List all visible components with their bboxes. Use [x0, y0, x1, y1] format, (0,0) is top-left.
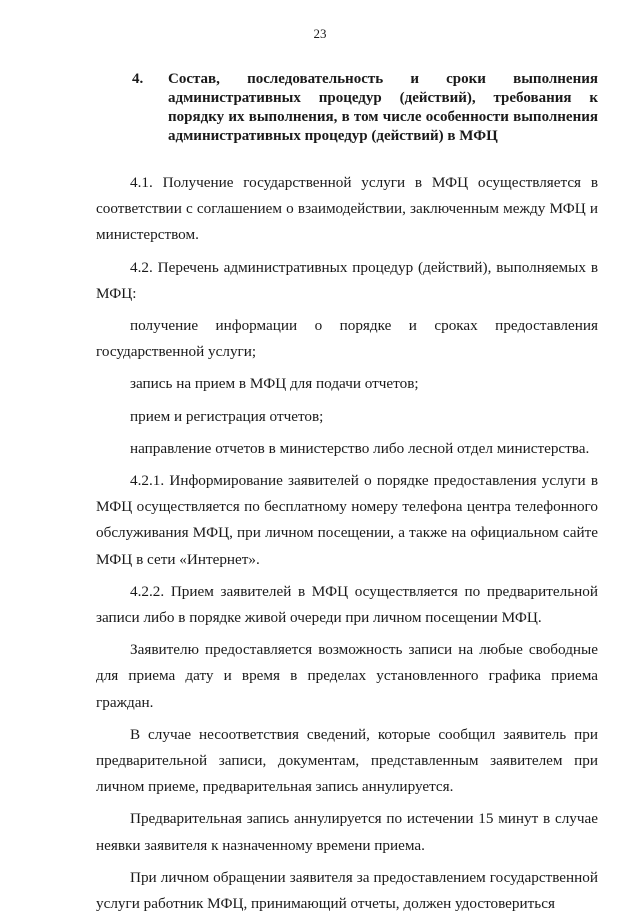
paragraph-mismatch-cancellation: В случае несоответствия сведений, которые сообщил заявитель при предварительной записи, документам, представленным заявителем при личном приеме, предварительная запись аннулируется. — [96, 725, 598, 796]
paragraph-personal-visit: При личном обращении заявителя за предоставлением государственной услуги работник МФЦ, принимающий отчеты, должен удостовериться — [96, 868, 598, 913]
paragraph-no-show-cancellation: Предварительная запись аннулируется по истечении 15 минут в случае неявки заявителя к назначенному времени приема. — [96, 810, 598, 854]
paragraph-4-2: 4.2. Перечень административных процедур (действий), выполняемых в МФЦ: — [96, 258, 598, 302]
list-item-reception: прием и регистрация отчетов; — [130, 407, 324, 425]
paragraph-4-2-2: 4.2.2. Прием заявителей в МФЦ осуществляется по предварительной записи либо в порядке живой очереди при личном посещении МФЦ. — [96, 582, 598, 627]
page-number: 23 — [313, 26, 327, 41]
paragraph-4-2-1: 4.2.1. Информирование заявителей о порядке предоставления услуги в МФЦ осуществляется по бесплатному номеру телефона центра телефонного обслуживания МФЦ, при личном посещении, а также на официальном сайте МФЦ в сети «Интернет». — [96, 472, 598, 568]
list-item-forwarding: направление отчетов в министерство либо лесной отдел министерства. — [130, 439, 590, 457]
paragraph-4-1: 4.1. Получение государственной услуги в МФЦ осуществляется в соответствии с соглашением о взаимодействии, заключенным между МФЦ и министерством. — [96, 174, 598, 244]
section-heading-number: 4. — [132, 71, 144, 87]
section-heading — [132, 70, 598, 146]
document-body — [96, 170, 598, 917]
list-item-information: получение информации о порядке и сроках предоставления государственной услуги; — [96, 317, 598, 361]
section-heading-title: Состав, последовательность и сроки выполнения административных процедур (действий), требования к порядку их выполнения, в том числе особенности выполнения административных процедур (действий) в МФЦ — [168, 71, 598, 144]
list-item-appointment: запись на прием в МФЦ для подачи отчетов; — [130, 375, 419, 393]
paragraph-appointment-options: Заявителю предоставляется возможность записи на любые свободные для приема дату и время в пределах установленного графика приема граждан. — [96, 641, 598, 711]
